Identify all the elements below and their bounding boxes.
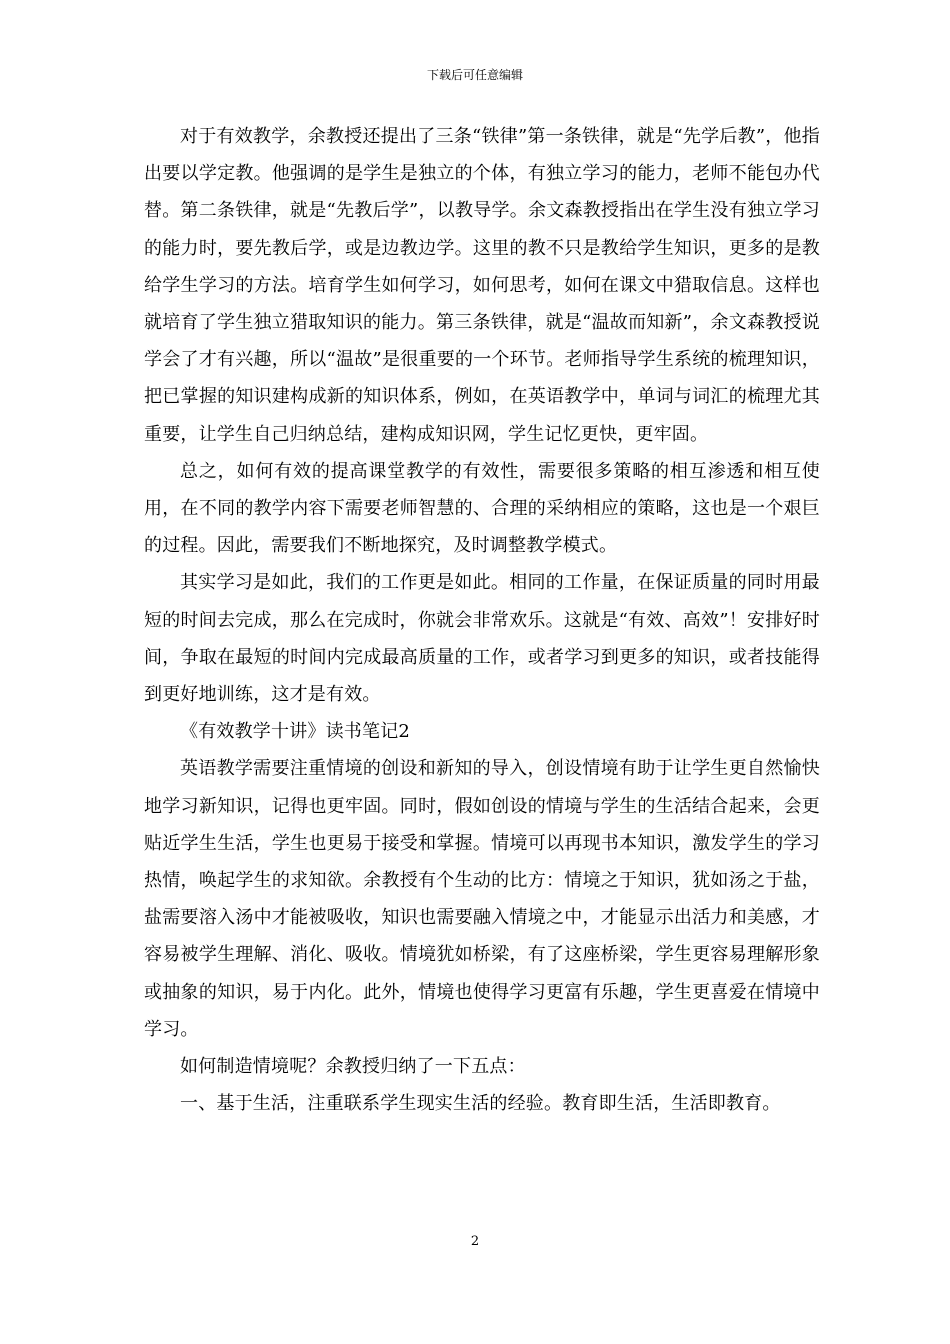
page-number: 2 (470, 1234, 480, 1249)
page-header: 下载后可任意编辑 (426, 68, 523, 82)
paragraph-summary: 总之，如何有效的提高课堂教学的有效性，需要很多策略的相互渗透和相互使用，在不同的教学内容下需要老师智慧的、合理的采纳相应的策略，这也是一个艰巨的过程。因此，需要我们不断地探究，及时调整教学模式。 (144, 460, 820, 557)
paragraph-iron-rules: 对于有效教学，余教授还提出了三条“铁律”第一条铁律，就是“先学后教”，他指出要以学定教。他强调的是学生是独立的个体，有独立学习的能力，老师不能包办代替。第二条铁律，就是“先教后学”，以教导学。余文森教授指出在学生没有独立学习的能力时，要先教后学，或是边教边学。这里的教不只是教给学生知识，更多的是教给学生学习的方法。培育学生如何学习，如何思考，如何在课文中猎取信息。这样也就培育了学生独立猎取知识的能力。第三条铁律，就是“温故而知新”，余文森教授说学会了才有兴趣，所以“温故”是很重要的一个环节。老师指导学生系统的梳理知识，把已掌握的知识建构成新的知识体系，例如，在英语教学中，单词与词汇的梳理尤其重要，让学生自己归纳总结，建构成知识网，学生记忆更快，更牢固。 (144, 126, 820, 445)
paragraph-point-one: 一、基于生活，注重联系学生现实生活的经验。教育即生活，生活即教育。 (180, 1093, 781, 1115)
paragraph-question: 如何制造情境呢？余教授归纳了一下五点： (180, 1056, 526, 1078)
section-heading: 《有效教学十讲》读书笔记2 (180, 721, 411, 743)
paragraph-efficiency: 其实学习是如此，我们的工作更是如此。相同的工作量，在保证质量的同时用最短的时间去完成，那么在完成时，你就会非常欢乐。这就是“有效、高效”！安排好时间，争取在最短的时间内完成最高质量的工作，或者学习到更多的知识，或者技能得到更好地训练，这才是有效。 (144, 572, 820, 706)
document-body (144, 118, 820, 1122)
paragraph-context-teaching: 英语教学需要注重情境的创设和新知的导入，创设情境有助于让学生更自然愉快地学习新知识，记得也更牢固。同时，假如创设的情境与学生的生活结合起来，会更贴近学生生活，学生也更易于接受和掌握。情境可以再现书本知识，激发学生的学习热情，唤起学生的求知欲。余教授有个生动的比方：情境之于知识，犹如汤之于盐，盐需要溶入汤中才能被吸收，知识也需要融入情境之中，才能显示出活力和美感，才容易被学生理解、消化、吸收。情境犹如桥梁，有了这座桥梁，学生更容易理解形象或抽象的知识，易于内化。此外，情境也使得学习更富有乐趣，学生更喜爱在情境中学习。 (144, 758, 820, 1040)
